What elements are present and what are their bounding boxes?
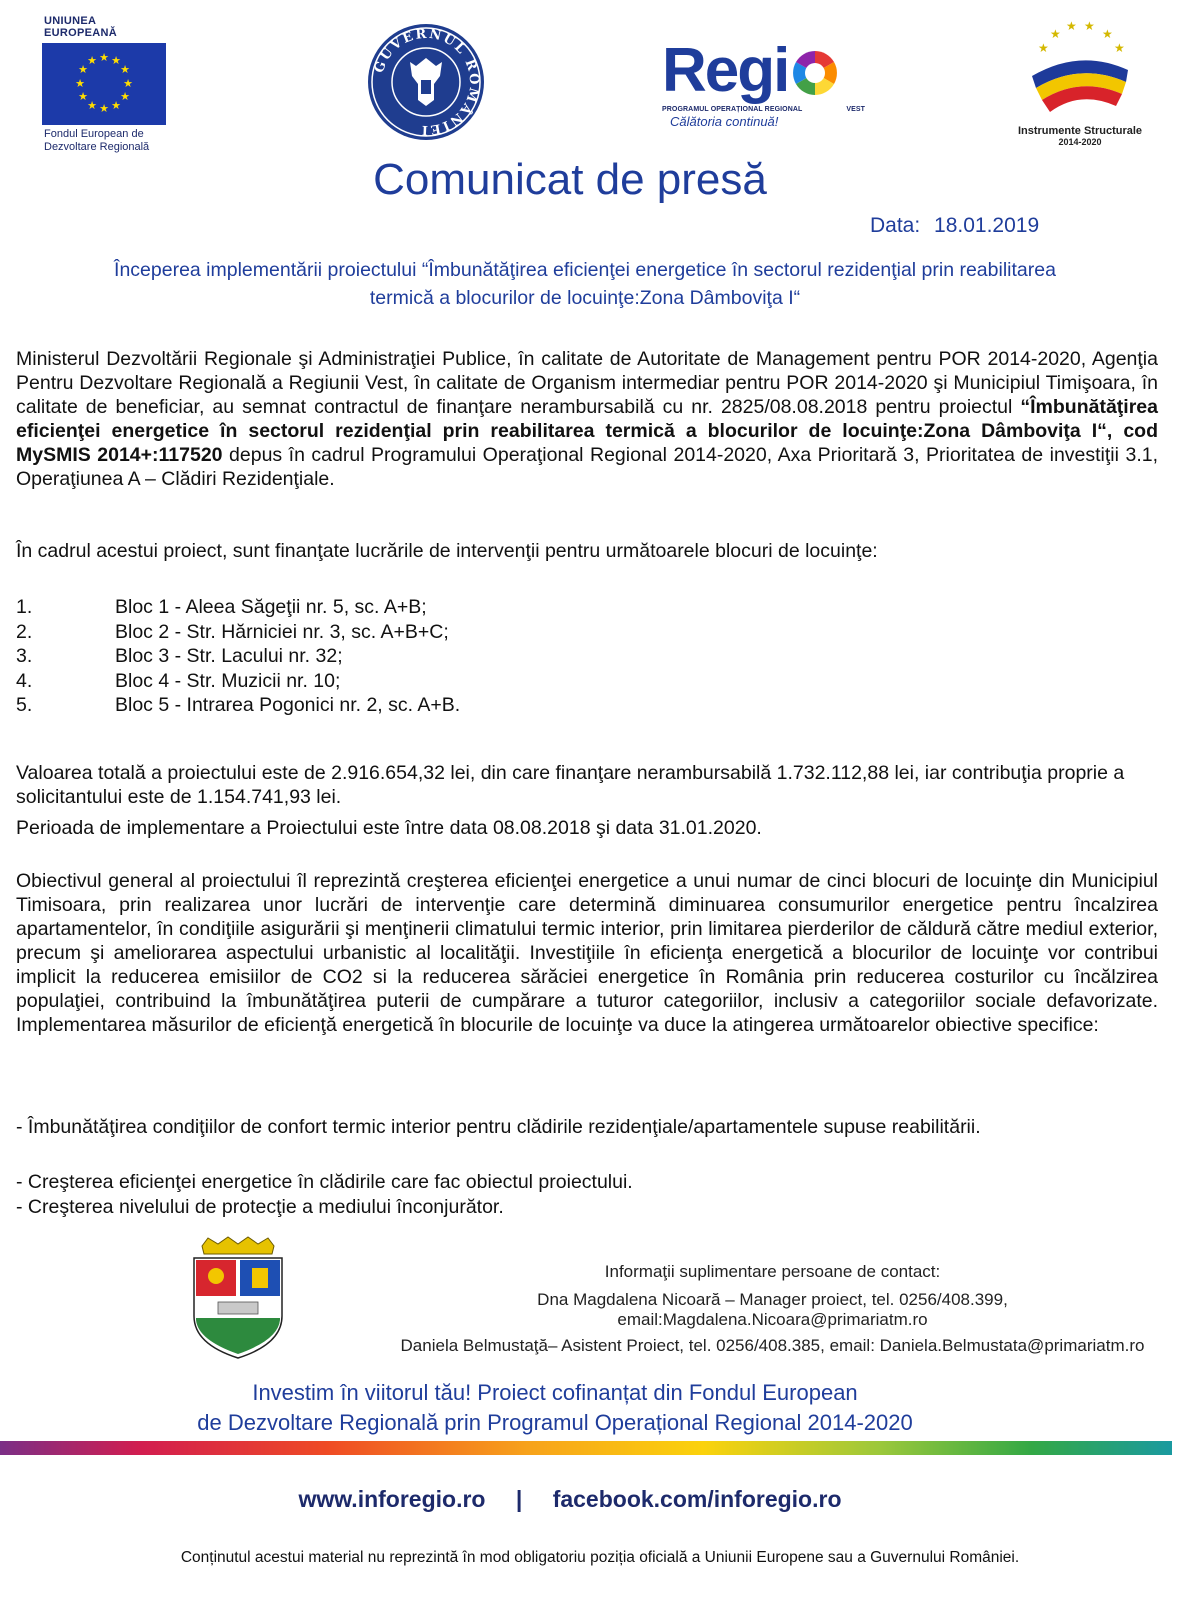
regio-subtitle-suffix: VEST <box>846 106 866 113</box>
rainbow-divider <box>0 1441 1172 1455</box>
inforegio-facebook-link[interactable]: facebook.com/inforegio.ro <box>552 1486 842 1512</box>
svg-text:★: ★ <box>75 77 85 90</box>
svg-text:★: ★ <box>1038 41 1049 55</box>
svg-text:★: ★ <box>1084 19 1095 33</box>
footer-links <box>0 1486 1140 1513</box>
subject-line1: Începerea implementării proiectului “Îmbunătăţirea eficienţei energetice în sectorul rezidenţial prin reabilitarea <box>114 259 1056 281</box>
regio-logo <box>662 36 877 140</box>
date-label: Data: <box>870 214 921 237</box>
government-seal-logo <box>366 22 486 142</box>
contact-heading: Informaţii suplimentare persoane de contact: <box>604 1262 941 1281</box>
disclaimer-text: Conținutul acestui material nu reprezintă în mod obligatoriu poziția oficială a Uniunii Europene sau a Guvernului României. <box>180 1549 1020 1566</box>
svg-text:★: ★ <box>99 51 109 64</box>
svg-text:★: ★ <box>99 102 109 115</box>
svg-text:★: ★ <box>120 63 130 76</box>
paragraph-intro: În cadrul acestui proiect, sunt finanţate lucrările de intervenţii pentru următoarele blocuri de locuinţe: <box>16 540 878 562</box>
svg-text:★: ★ <box>1114 41 1125 55</box>
regio-tagline: Călătoria continuă! <box>670 114 779 129</box>
eu-caption-line1: Fondul European de <box>44 128 144 140</box>
list-item <box>16 620 460 645</box>
objective-bullet: - Creşterea eficienţei energetice în clădirile care fac obiectul proiectului. <box>16 1171 633 1193</box>
instrumente-structurale-logo <box>1010 18 1150 153</box>
contact-line-manager: Dna Magdalena Nicoară – Manager proiect, tel. 0256/408.399, email:Magdalena.Nicoara@primariatm.ro <box>537 1290 1008 1329</box>
paragraph-period: Perioada de implementare a Proiectului este între data 08.08.2018 şi data 31.01.2020. <box>16 817 762 839</box>
svg-text:★: ★ <box>111 54 121 67</box>
svg-text:★: ★ <box>78 90 88 103</box>
eu-caption-line2: Dezvoltare Regională <box>44 141 150 153</box>
regio-o-wheel-icon <box>790 48 840 98</box>
contact-block <box>380 1262 1165 1362</box>
list-item-number: 3. <box>16 645 33 667</box>
svg-text:★: ★ <box>111 99 121 112</box>
svg-text:GUVERNUL ROMÂNIEI: GUVERNUL ROMÂNIEI <box>371 26 482 138</box>
footer-message <box>0 1378 1110 1438</box>
date-value: 18.01.2019 <box>934 214 1040 237</box>
instrumente-caption-line1: Instrumente Structurale <box>1017 125 1143 137</box>
footer-message-line2: de Dezvoltare Regională prin Programul Operațional Regional 2014-2020 <box>197 1410 913 1435</box>
svg-text:★: ★ <box>123 77 133 90</box>
paragraph-contract-part1: Ministerul Dezvoltării Regionale şi Administraţiei Publice, în calitate de Autoritate de Management pentru POR 2014-2020, Agenţia Pentru Dezvoltare Regională a Regiunii Vest, în calitate de Organism intermediar pentru POR 2014-2020 şi Municipiul Timişoara, în calitate de beneficiar, au semnat contractul de finanţare nerambursabilă cu nr. 2825/08.08.2018 pentru proiectul <box>16 348 1158 418</box>
instrumente-structurale-icon <box>1010 18 1150 118</box>
list-item-text: Bloc 1 - Aleea Săgeţii nr. 5, sc. A+B; <box>115 596 427 618</box>
paragraph-objective: Obiectivul general al proiectului îl reprezintă creşterea eficienţei energetice a unui numar de cinci blocuri de locuinţe din Municipiul Timisoara, prin realizarea unor lucrări de intervenţie care determină diminuarea consumurilor energetice pentru încalzirea apartamentelor, în condiţiile asigurării şi menţinerii climatului termic interior, prin limitarea pierderilor de căldură către mediul exterior, precum şi ameliorarea aspectului urbanistic al localităţii. Investiţiile în eficienţa energetică a blocurilor de locuinţe vor contribui implicit la reducerea emisiilor de CO2 si la reducerea sărăciei energetice în România prin reducerea costurilor cu încălzirea populaţiei, contribuind la îmbunătăţirea puterii de cumpărare a tuturor categoriilor, inclusiv a categoriilor sociale defavorizate. Implementarea măsurilor de eficienţă energetică în blocurile de locuinţe va duce la atingerea următoarelor obiective specifice: <box>16 870 1158 1036</box>
svg-text:★: ★ <box>120 90 130 103</box>
list-item <box>16 595 460 620</box>
link-separator: | <box>515 1486 523 1512</box>
list-item-text: Bloc 2 - Str. Hărniciei nr. 3, sc. A+B+C; <box>115 620 449 643</box>
objective-bullet: - Îmbunătăţirea condiţiilor de confort termic interior pentru clădirile rezidenţiale/apartamentele supuse reabilitării. <box>16 1116 981 1138</box>
list-item-number: 4. <box>16 669 33 692</box>
svg-text:★: ★ <box>1050 27 1061 41</box>
timisoara-crest-logo <box>188 1236 288 1360</box>
paragraph-contract <box>16 347 1158 491</box>
regio-wordmark: Regi <box>662 36 789 105</box>
regio-subtitle: PROGRAMUL OPERAȚIONAL REGIONAL <box>662 106 803 113</box>
eu-top-text: UNIUNEA EUROPEANĂ <box>44 15 117 39</box>
government-seal-icon <box>366 22 486 142</box>
list-item <box>16 644 460 669</box>
svg-text:★: ★ <box>1066 19 1077 33</box>
list-item-text: Bloc 4 - Str. Muzicii nr. 10; <box>115 669 341 692</box>
paragraph-contract-part2: depus în cadrul Programului Operaţional Regional 2014-2020, Axa Prioritară 3, Prioritatea de investiţii 3.1, Operaţiunea A – Clădiri Rezidenţiale. <box>16 444 1158 490</box>
list-item-number: 2. <box>16 620 33 643</box>
list-item <box>16 669 460 694</box>
subject-heading <box>15 256 1155 312</box>
list-item-number: 5. <box>16 694 33 716</box>
eu-stars-icon <box>42 43 166 125</box>
footer-message-line1: Investim în viitorul tău! Proiect cofinanțat din Fondul European <box>252 1380 858 1405</box>
eu-logo <box>42 15 172 154</box>
svg-text:★: ★ <box>78 63 88 76</box>
contact-line-assistant: Daniela Belmustaţă– Asistent Proiect, tel. 0256/408.385, email: Daniela.Belmustata@primariatm.ro <box>400 1336 1145 1355</box>
inforegio-website-link[interactable]: www.inforegio.ro <box>298 1486 486 1512</box>
list-item-text: Bloc 5 - Intrarea Pogonici nr. 2, sc. A+B. <box>115 694 461 716</box>
list-item-text: Bloc 3 - Str. Lacului nr. 32; <box>115 645 343 667</box>
date-row <box>870 214 1039 238</box>
subject-line2: termică a blocurilor de locuinţe:Zona Dâmboviţa I“ <box>369 287 801 309</box>
svg-text:★: ★ <box>87 99 97 112</box>
instrumente-caption-line2: 2014-2020 <box>1058 137 1102 147</box>
svg-text:★: ★ <box>1102 27 1113 41</box>
eu-flag-icon <box>42 43 166 125</box>
timisoara-coat-of-arms-icon <box>188 1236 288 1360</box>
svg-text:★: ★ <box>87 54 97 67</box>
list-item <box>16 693 460 718</box>
project-title-bold: “Îmbunătăţirea eficienţei energetice în sectorul rezidenţial prin reabilitarea termică a blocurilor de locuinţe:Zona Dâmboviţa I“, cod MySMIS 2014+:117520 <box>16 396 1158 466</box>
page-title: Comunicat de presă <box>373 155 767 204</box>
rainbow-bar-icon <box>0 1441 1172 1455</box>
list-item-number: 1. <box>16 596 33 618</box>
paragraph-value: Valoarea totală a proiectului este de 2.916.654,32 lei, din care finanţare nerambursabilă 1.732.112,88 lei, iar contribuţia proprie a solicitantului este de 1.154.741,93 lei. <box>16 762 1125 808</box>
objective-bullet: - Creşterea nivelului de protecţie a mediului înconjurător. <box>16 1196 504 1218</box>
bloc-list <box>16 595 460 718</box>
